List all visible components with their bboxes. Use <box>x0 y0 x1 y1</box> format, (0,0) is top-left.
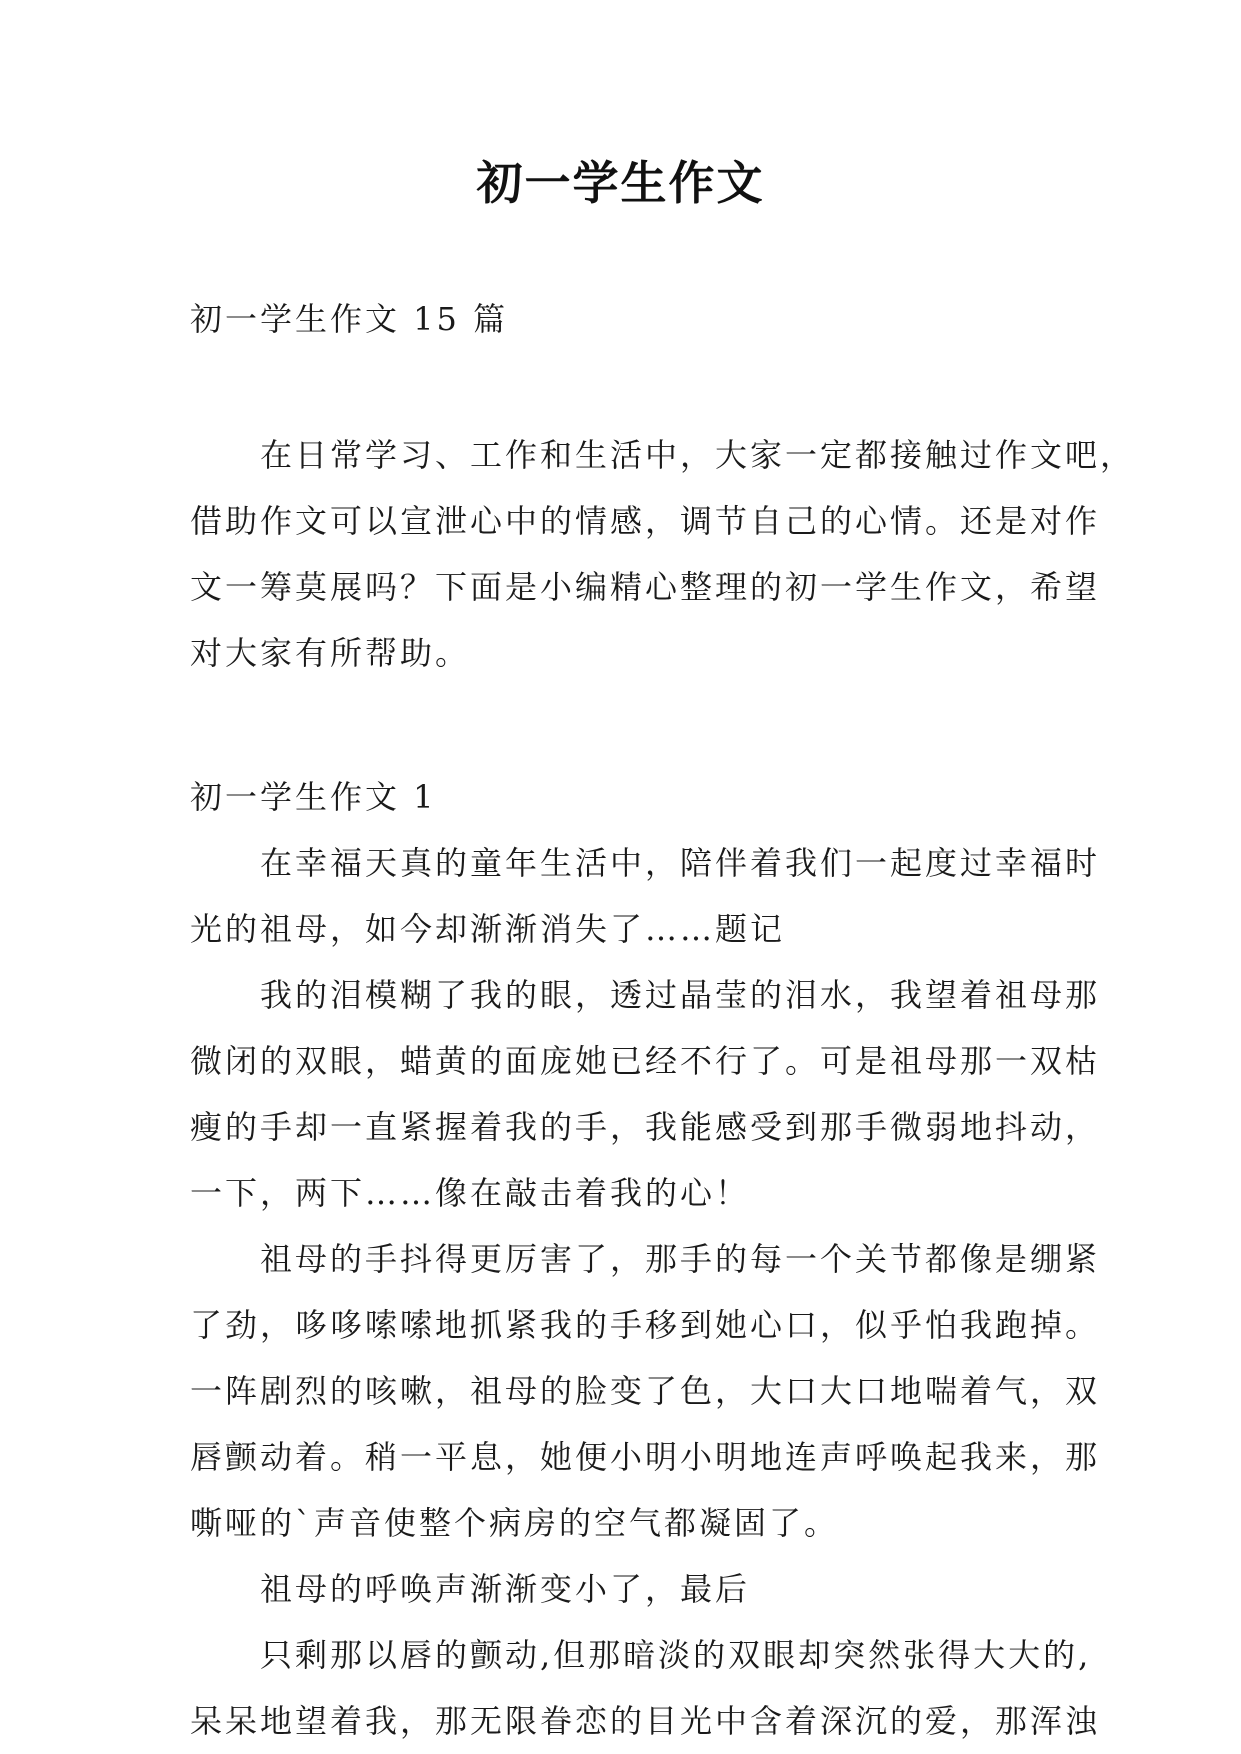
spacer <box>190 686 1060 764</box>
document-title: 初一学生作文 <box>476 156 765 210</box>
text-line: 在幸福天真的童年生活中，陪伴着我们一起度过幸福时 <box>190 844 1101 882</box>
text-line: 嘶哑的`声音使整个病房的空气都凝固了。 <box>190 1504 840 1542</box>
text-line: 在日常学习、工作和生活中，大家一定都接触过作文吧， <box>190 436 1136 474</box>
text-line: 了劲，哆哆嗦嗦地抓紧我的手移到她心口，似乎怕我跑掉。 <box>190 1306 1101 1344</box>
text-line: 一阵剧烈的咳嗽，祖母的脸变了色，大口大口地喘着气，双 <box>190 1372 1101 1410</box>
text-line: 微闭的双眼，蜡黄的面庞她已经不行了。可是祖母那一双枯 <box>190 1042 1101 1080</box>
text-line: 只剩那以唇的颤动,但那暗淡的双眼却突然张得大大的, <box>190 1636 1092 1674</box>
text-line: 祖母的呼唤声渐渐变小了，最后 <box>190 1570 751 1608</box>
document-subtitle: 初一学生作文 15 篇 <box>190 300 509 338</box>
text-line: 唇颤动着。稍一平息，她便小明小明地连声呼唤起我来，那 <box>190 1438 1101 1476</box>
section-heading: 初一学生作文 1 <box>190 778 437 816</box>
spacer <box>190 352 1060 422</box>
text-line: 一下，两下……像在敲击着我的心！ <box>190 1174 751 1212</box>
text-line: 我的泪模糊了我的眼，透过晶莹的泪水，我望着祖母那 <box>190 976 1101 1014</box>
text-line: 祖母的手抖得更厉害了，那手的每一个关节都像是绷紧 <box>190 1240 1101 1278</box>
essay-text <box>190 830 1101 1754</box>
document-body <box>190 286 1136 1754</box>
text-line: 呆呆地望着我，那无限眷恋的目光中含着深沉的爱，那浑浊 <box>190 1702 1101 1740</box>
text-line: 光的祖母，如今却渐渐消失了……题记 <box>190 910 786 948</box>
text-line: 对大家有所帮助。 <box>190 634 471 672</box>
intro-paragraph <box>190 422 1136 686</box>
text-line: 瘦的手却一直紧握着我的手，我能感受到那手微弱地抖动， <box>190 1108 1101 1146</box>
text-line: 借助作文可以宣泄心中的情感，调节自己的心情。还是对作 <box>190 502 1101 540</box>
text-line: 文一筹莫展吗？下面是小编精心整理的初一学生作文，希望 <box>190 568 1101 606</box>
